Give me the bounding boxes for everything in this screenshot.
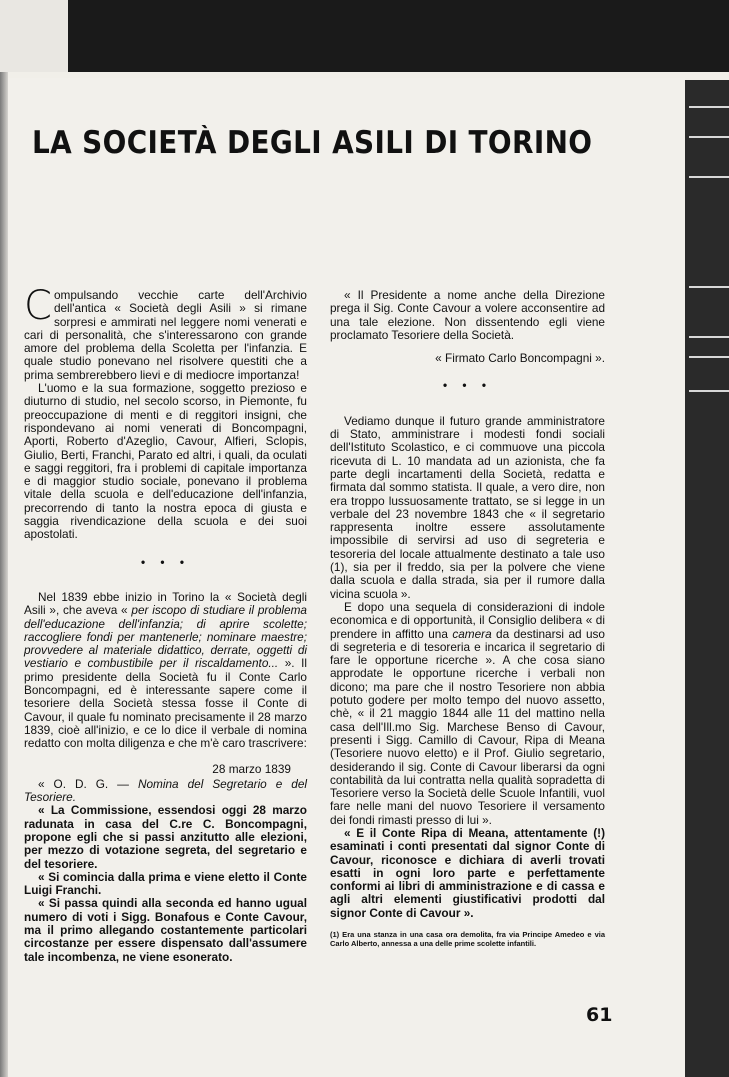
page-left-shadow [0, 72, 8, 1077]
paragraph: Nel 1839 ebbe inizio in Torino la « Società degli Asili », che aveva « per iscopo di studiare il problema dell'educazione dell'infanzia; di aprire scolette; raccogliere fondi per mantenerle; nominare maestre; provvedere al materiale didattico, derrate, oggetti di vestiario e combustibile per il riscaldamento... ». Il primo presidente della Società fu il Conte Carlo Boncompagni, ed è interessante sapere come il tesoriere della Società stessa fosse il Conte di Cavour, il quale fu nominato precisamente il 28 marzo 1839, cioè all'inizio, e ce lo dice il verbale di nomina redatto con molta diligenza e che m'è caro trascrivere: [24, 589, 307, 751]
paragraph-intro: Compulsando vecchie carte dell'Archivio dell'antica « Società degli Asili » si rimane sorpresi e ammirati nel leggere nomi venerati e cari di personalità, che s'interessarono con grande amore del problema della Scoletta per l'infanzia. E quale studio ponevano nel risolvere questiti che a prima sembrerebbero lievi e di mediocre importanza! [24, 283, 307, 382]
section-separator: • • • [443, 378, 492, 393]
signature-line: « Firmato Carlo Boncompagni ». [435, 351, 605, 366]
page-number: 61 [586, 1004, 613, 1026]
right-column [330, 289, 605, 948]
paragraph: « Il Presidente a nome anche della Direzione prega il Sig. Conte Cavour a volere acconsentire ad una tale elezione. Non dissentendo egli viene proclamato Tesoriere della Società. [330, 288, 605, 342]
footnote: (1) Era una stanza in una casa ora demolita, fra via Principe Amedeo e via Carlo Alberto, annessa a una delle prime scolette infantili. [330, 930, 605, 949]
paragraph: « E il Conte Ripa di Meana, attentamente (!) esaminati i conti presentati dal signor Conte di Cavour, riconosce e dichiara di averli trovati esatti in ogni loro parte e perfettamente conformi ai libri di amministrazione e di cassa e agli altri elementi giustificativi prodotti dal signor Conte di Cavour ». [330, 825, 605, 920]
scan-top-dark-band [0, 0, 729, 72]
verbale-date: 28 marzo 1839 [212, 761, 291, 776]
paragraph: L'uomo e la sua formazione, soggetto prezioso e diuturno di studio, nel secolo scorso, in Piemonte, fu preoccupazione di menti e di reggitori insigni, che rispondevano ai nomi venerati di Boncompagni, Aporti, Roberto d'Azeglio, Cavour, Alfieri, Sclopis, Giulio, Berti, Franchi, Parato ed altri, i quali, da oculati e saggi reggitori, fra i problemi di capitale importanza e di maggior studio sociale, ponevano il problema vitale della scuola e dell'educazione dell'infanzia, precorrendo di tanto la nostra epoca di giusta e saggia rivendicazione della scuola e dei suoi apostolati. [24, 381, 307, 542]
left-column [24, 283, 308, 964]
scan-top-left-patch [0, 0, 68, 72]
paragraph: « Si comincia dalla prima e viene eletto il Conte Luigi Franchi. [24, 869, 307, 898]
paragraph: « La Commissione, essendosi oggi 28 marzo radunata in casa del C.re C. Boncompagni, propone egli che si passi anzitutto alle elezioni, per mezzo di votazione segreta, del segretario e del tesoriere. [24, 803, 307, 871]
paragraph: E dopo una sequela di considerazioni di indole economica e di opportunità, il Consiglio delibera « di prendere in affitto una camera da destinarsi ad uso di segreteria e di tesoreria e incarica il segretario di fare le opportune ricerche ». A che cosa siano approdate le opportune ricerche i verbali non dicono; ma pare che il nostro Tesoriere non abbia potuto godere per molto tempo del nuovo assetto, chè, « il 21 maggio 1844 alle 11 del mattino nella casa dell'Ill.mo Sig. Marchese Benso di Cavour, presenti i Sigg. Camillo di Cavour, Ripa di Meana (Tesoriere nuovo eletto) e il Prof. Giulio segretario, desiderando il sig. Conte di Cavour liberarsi da ogni contabilità da lui contratta nella qualità sopradetta di Tesoriere verso la Società delle Scuole Infantili, vuol fare nelle mani del nuovo Tesoriere il versamento dei fondi rimasti presso di lui ». [330, 599, 605, 827]
paragraph-odg: « O. D. G. — Nomina del Segretario e del Tesoriere. [24, 776, 308, 805]
adjacent-page-edge [685, 80, 729, 1077]
article-title: LA SOCIETÀ DEGLI ASILI DI TORINO [32, 125, 593, 161]
paragraph: « Si passa quindi alla seconda ed hanno ugual numero di voti i Sigg. Bonafous e Conte Cavour, ma il primo allegando costantemente particolari circostanze per essere dispensato dall'assumere tale incombenza, ne viene esonerato. [24, 896, 307, 964]
section-separator: • • • [141, 554, 190, 569]
drop-cap: C [24, 283, 52, 329]
paragraph: Vediamo dunque il futuro grande amministratore di Stato, amministrare i modesti fondi sociali dell'Istituto Scolastico, e ci commuove una piccola ricevuta di L. 10 mandata ad un azionista, che fa parte degli incartamenti della Società, redatta e firmata dal sommo statista. Il quale, a vero dire, non era troppo lussuosamente trattato, se si legge in un verbale del 23 novembre 1843 che « il segretario rappresenta inoltre essere assolutamente impossibile di servirsi ad uso di segreteria e tesoreria del locale attualmente destinato a tale uso (1), sia per il freddo, sia per la polvere che viene dalla scuola e dalla strada, sia per il rumore dalla vicina scuola ». [330, 413, 605, 601]
